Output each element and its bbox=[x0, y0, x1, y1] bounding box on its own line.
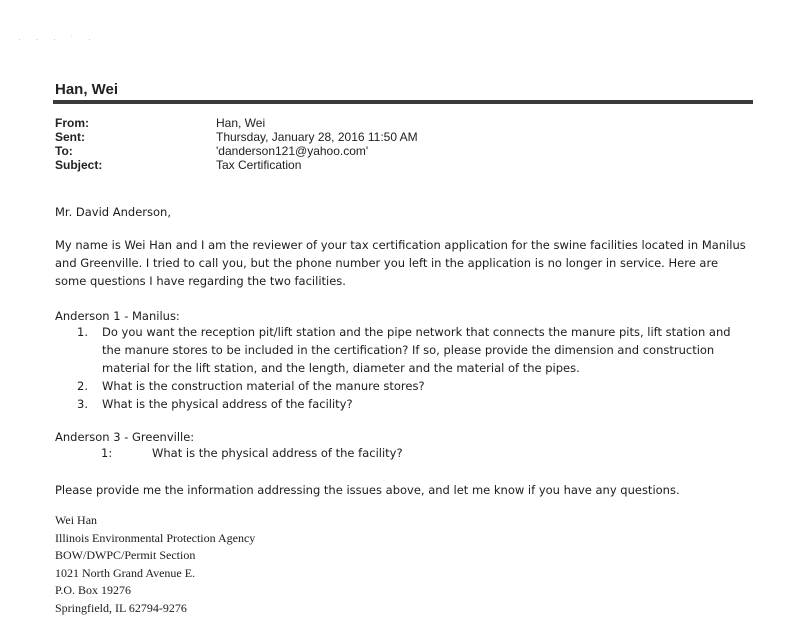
signature-agency: Illinois Environmental Protection Agency bbox=[55, 530, 256, 545]
email-header bbox=[55, 116, 418, 172]
paragraph-line: and Greenville. I tried to call you, but the phone number you left in the application is no longer in service. Here are bbox=[55, 256, 719, 270]
question-list-greenville bbox=[101, 444, 403, 462]
paragraph-line: some questions I have regarding the two facilities. bbox=[55, 274, 346, 288]
list-item bbox=[77, 395, 731, 413]
question-list-manilus bbox=[77, 323, 731, 413]
list-item-line: What is the physical address of the facility? bbox=[102, 397, 353, 411]
signature-block bbox=[55, 512, 255, 618]
header-value: Thursday, January 28, 2016 11:50 AM bbox=[216, 130, 418, 144]
header-sent bbox=[55, 130, 418, 144]
closing-line: Please provide me the information addressing the issues above, and let me know if you have any questions. bbox=[55, 483, 680, 497]
list-item-text bbox=[102, 377, 425, 395]
section-title-manilus: Anderson 1 - Manilus: bbox=[55, 309, 180, 323]
header-label: Subject: bbox=[55, 158, 103, 172]
signature-name: Wei Han bbox=[55, 513, 98, 527]
list-item-line: What is the construction material of the manure stores? bbox=[102, 379, 425, 393]
list-item-text: What is the physical address of the facility? bbox=[152, 446, 403, 460]
header-to bbox=[55, 144, 418, 158]
header-label: From: bbox=[55, 116, 89, 130]
list-item-text bbox=[102, 395, 353, 413]
list-item bbox=[77, 377, 731, 395]
list-number: 1: bbox=[101, 446, 113, 460]
scan-noise: · · · ˙ · bbox=[18, 34, 97, 44]
header-value: Tax Certification bbox=[216, 158, 302, 172]
list-item-line: Do you want the reception pit/lift station and the pipe network that connects the manure pits, lift station and bbox=[102, 325, 731, 339]
header-value: 'danderson121@yahoo.com' bbox=[216, 144, 369, 158]
heading-rule bbox=[53, 100, 753, 104]
sender-heading: Han, Wei bbox=[55, 81, 119, 98]
header-label: To: bbox=[55, 144, 73, 158]
list-item bbox=[77, 323, 731, 377]
greeting: Mr. David Anderson, bbox=[55, 205, 171, 219]
signature-city: Springfield, IL 62794-9276 bbox=[55, 600, 187, 615]
list-item-line: the manure stores to be included in the certification? If so, please provide the dimension and construction bbox=[102, 343, 715, 357]
section-title-greenville: Anderson 3 - Greenville: bbox=[55, 430, 195, 444]
list-number: 1. bbox=[77, 325, 88, 339]
intro-paragraph bbox=[55, 236, 746, 290]
signature-section: BOW/DWPC/Permit Section bbox=[55, 548, 196, 563]
list-item-line: material for the lift station, and the length, diameter and the material of the pipes. bbox=[102, 361, 580, 375]
header-value: Han, Wei bbox=[216, 116, 266, 130]
signature-street: 1021 North Grand Avenue E. bbox=[55, 565, 196, 580]
list-item-text bbox=[102, 323, 731, 377]
header-from bbox=[55, 116, 418, 130]
header-label: Sent: bbox=[55, 130, 85, 144]
list-number: 2. bbox=[77, 379, 88, 393]
header-subject bbox=[55, 158, 418, 172]
paragraph-line: My name is Wei Han and I am the reviewer of your tax certification application for the swine facilities located in Manilus bbox=[55, 238, 746, 252]
signature-pobox: P.O. Box 19276 bbox=[55, 583, 132, 598]
list-number: 3. bbox=[77, 397, 88, 411]
